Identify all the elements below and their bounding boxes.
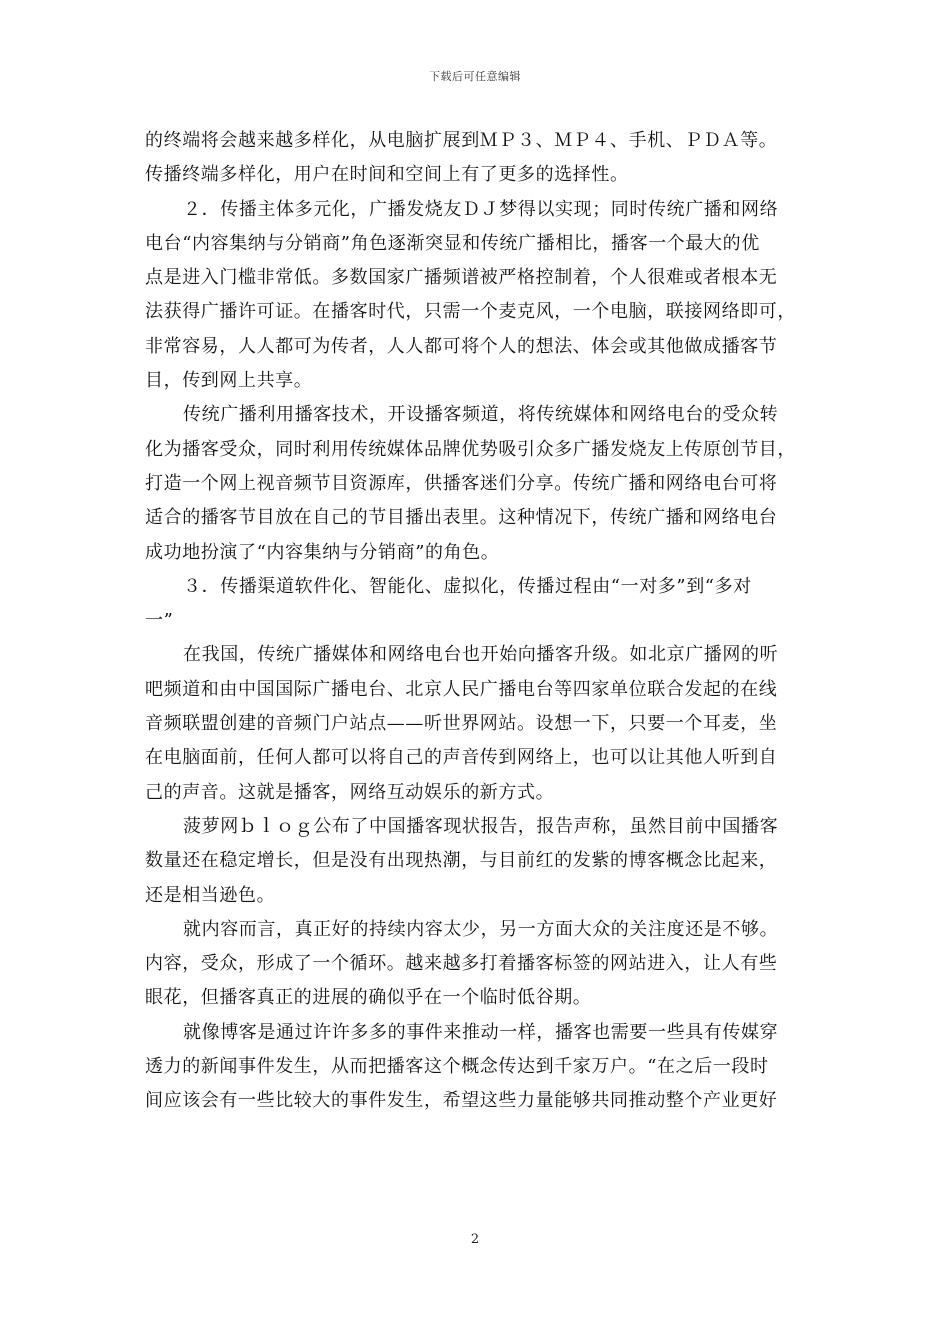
text-line: 一” — [145, 610, 174, 632]
text-line: 成功地扮演了“内容集纳与分销商”的角色。 — [145, 541, 500, 563]
text-line: 间应该会有一些比较大的事件发生，希望这些力量能够共同推动整个产业更好 — [145, 1090, 778, 1112]
page-number: 2 — [470, 1232, 480, 1247]
text-line: 就内容而言，真正好的持续内容太少，另一方面大众的关注度还是不够。 — [183, 918, 779, 940]
text-line: 数量还在稳定增长，但是没有出现热潮，与目前红的发紫的博客概念比起来， — [145, 850, 778, 872]
text-line: 化为播客受众，同时利用传统媒体品牌优势吸引众多广播发烧友上传原创节目， — [145, 438, 796, 460]
text-line: ２．传播主体多元化，广播发烧友ＤＪ梦得以实现；同时传统广播和网络 — [183, 198, 779, 220]
text-line: 的终端将会越来越多样化，从电脑扩展到ＭＰ３、ＭＰ４、手机、ＰＤＡ等。 — [145, 130, 778, 151]
text-line: 非常容易，人人都可为传者，人人都可将个人的想法、体会或其他做成播客节 — [145, 335, 778, 357]
text-line: 己的声音。这就是播客，网络互动娱乐的新方式。 — [145, 781, 555, 803]
text-line: 目，传到网上共享。 — [145, 370, 313, 392]
text-line: 打造一个网上视音频节目资源库，供播客迷们分享。传统广播和网络电台可将 — [145, 472, 778, 494]
text-line: 传统广播利用播客技术，开设播客频道，将传统媒体和网络电台的受众转 — [183, 404, 779, 426]
text-line: 透力的新闻事件发生，从而把播客这个概念传达到千家万户。“在之后一段时 — [145, 1056, 769, 1078]
text-line: 还是相当逊色。 — [145, 884, 276, 906]
text-line: 音频联盟创建的音频门户站点——听世界网站。设想一下，只要一个耳麦，坐 — [145, 713, 778, 735]
text-line: 点是进入门槛非常低。多数国家广播频谱被严格控制着，个人很难或者根本无 — [145, 267, 778, 289]
text-line: 法获得广播许可证。在播客时代，只需一个麦克风，一个电脑，联接网络即可， — [145, 301, 796, 323]
text-line: 吧频道和由中国国际广播电台、北京人民广播电台等四家单位联合发起的在线 — [145, 678, 778, 700]
text-line: 眼花，但播客真正的进展的确似乎在一个临时低谷期。 — [145, 987, 592, 1009]
text-line: 内容，受众，形成了一个循环。越来越多打着播客标签的网站进入，让人有些 — [145, 953, 778, 975]
document-body — [145, 124, 807, 1119]
text-line: 就像博客是通过许许多多的事件来推动一样，播客也需要一些具有传媒穿 — [183, 1021, 779, 1043]
text-line: ３．传播渠道软件化、智能化、虚拟化，传播过程由“一对多”到“多对 — [183, 575, 752, 597]
text-line: 菠萝网ｂｌｏｇ公布了中国播客现状报告，报告声称，虽然目前中国播客 — [183, 815, 779, 837]
text-line: 电台“内容集纳与分销商”角色逐渐突显和传统广播相比，播客一个最大的优 — [145, 232, 760, 254]
text-line: 传播终端多样化，用户在时间和空间上有了更多的选择性。 — [145, 164, 629, 186]
text-line: 适合的播客节目放在自己的节目播出表里。这种情况下，传统广播和网络电台 — [145, 507, 778, 529]
text-line: 在我国，传统广播媒体和网络电台也开始向播客升级。如北京广播网的听 — [183, 644, 779, 666]
text-line: 在电脑面前，任何人都可以将自己的声音传到网络上，也可以让其他人听到自 — [145, 747, 778, 769]
page-header: 下载后可任意编辑 — [429, 70, 521, 83]
